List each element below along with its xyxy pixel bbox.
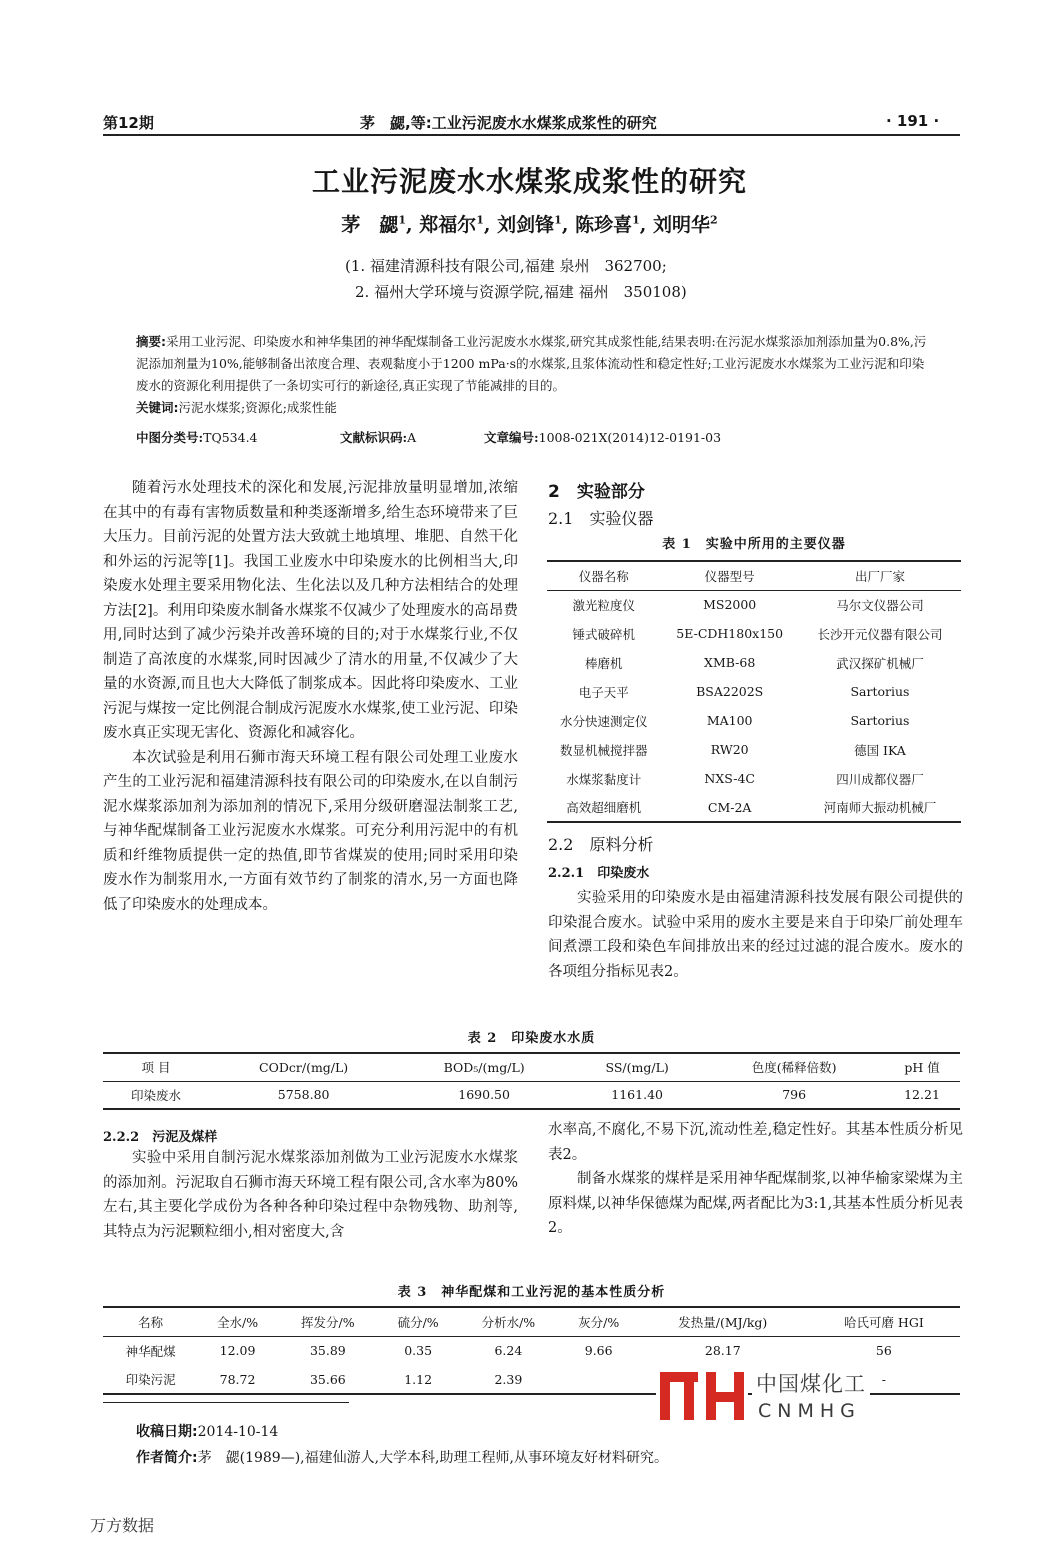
coal-sludge-properties-table: 名称 全水/% 挥发分/% 硫分/% 分析水/% 灰分/% 发热量/(MJ/kg) 哈氏可磨 HGI 神华配煤 12.09 35.89 0.35 6.24 9.66 28.17 56 印染污泥 78.72 35.66 1.12 2.39 - bbox=[103, 1306, 960, 1395]
page-number: · 191 · bbox=[886, 112, 940, 130]
author: 茅 勰 bbox=[341, 214, 399, 236]
sludge-text-continued: 水率高,不腐化,不易下沉,流动性差,稳定性好。其基本性质分析见表2。 制备水煤浆的煤样是采用神华配煤制浆,以神华榆家梁煤为主原料煤,以神华保德煤为配煤,两者配比为3:1,其基本性质分析见表2。 bbox=[548, 1122, 963, 1236]
table-row: 水分快速测定仪 MA100 Sartorius bbox=[559, 713, 910, 729]
sludge-text: 实验中采用自制污泥水煤浆添加剂做为工业污泥废水水煤浆的添加剂。污泥取自石狮市海天环境工程有限公司,含水率为80%左右,其主要化学成份为各种各种印染过程中杂物残物、助剂等,其特点为污泥颗粒细小,相对密度大,含 bbox=[103, 1150, 518, 1240]
logo-mark-icon bbox=[656, 1368, 748, 1424]
table-row: 棒磨机 XMB-68 武汉探矿机械厂 bbox=[584, 655, 924, 671]
subsection-heading: 2.2 原料分析 bbox=[548, 835, 654, 854]
subsection-heading: 2.1 实验仪器 bbox=[548, 509, 654, 528]
table-caption: 表 3 神华配煤和工业污泥的基本性质分析 bbox=[397, 1285, 666, 1300]
section-heading: 2 实验部分 bbox=[548, 482, 645, 502]
author: 陈珍喜 bbox=[575, 214, 633, 236]
author: 刘明华 bbox=[652, 214, 710, 236]
subsubsection-heading: 2.2.1 印染废水 bbox=[548, 866, 650, 881]
table-row: 印染污泥 78.72 35.66 1.12 2.39 - bbox=[103, 1365, 960, 1394]
document-code: 文献标识码:A bbox=[340, 430, 417, 445]
table-row: 神华配煤 12.09 35.89 0.35 6.24 9.66 28.17 56 bbox=[125, 1343, 892, 1359]
affiliation-1: (1. 福建清源科技有限公司,福建 泉州 362700; bbox=[345, 257, 667, 275]
paragraph: 随着污水处理技术的深化和发展,污泥排放量明显增加,浓缩在其中的有毒有害物质数量和种类逐渐增多,给生态环境带来了巨大压力。目前污泥的处置方法大致就土地填埋、堆肥、自然干化和外运的污泥等[1]。我国工业废水中印染废水的比例相当大,印染废水处理主要采用物化法、生化法以及几种方法相结合的处理方法[2]。利用印染废水制备水煤浆不仅减少了处理废水的高昂费用,同时达到了减少污染并改善环境的目的;对于水煤浆行业,不仅制造了高浓度的水煤浆,同时因减少了清水的用量,不仅减少了大量的水资源,而且也大大降低了制浆成本。因此将印染废水、工业污泥与煤按一定比例混合制成污泥废水水煤浆,使工业污泥、印染废水真正实现无害化、资源化和减容化。 bbox=[103, 480, 518, 741]
author: 郑福尔 bbox=[419, 214, 477, 236]
author: 刘剑锋 bbox=[497, 214, 555, 236]
table-row: 锤式破碎机 5E-CDH180x150 长沙开元仪器有限公司 bbox=[572, 626, 943, 642]
table-row: 水煤浆黏度计 NXS-4C 四川成都仪器厂 bbox=[566, 771, 924, 787]
author-bio: 作者简介:茅 勰(1989—),福建仙游人,大学本科,助理工程师,从事环境友好材料研究。 bbox=[136, 1450, 668, 1466]
logo-english-text: CNMHG bbox=[754, 1400, 865, 1422]
table-row: 激光粒度仪 MS2000 马尔文仪器公司 bbox=[572, 597, 924, 613]
author-list: 茅 勰$^1$, 郑福尔$^1$, 刘剑锋$^1$, 陈珍喜$^1$, 刘明华$^2$ bbox=[341, 213, 718, 236]
table-caption: 表 2 印染废水水质 bbox=[467, 1031, 596, 1046]
running-title: 茅 勰,等:工业污泥废水水煤浆成浆性的研究 bbox=[360, 114, 657, 132]
instrument-table: 仪器名称 仪器型号 出厂厂家 激光粒度仪 MS2000 马尔文仪器公司 锤式破碎机 5E-CDH180x150 长沙开元仪器有限公司 棒磨机 XMB-68 武汉探矿机械厂 电子天平 BSA2202S Sartorius 水分快速测定仪 MA100 Sartorius 数显机械搅拌器 RW20 德国 IKA 水煤浆黏度计 NXS-4C 四川成都仪器厂 高效超细磨机 CM-2A 河南师大振动机械厂 bbox=[547, 560, 961, 823]
subsubsection-heading: 2.2.2 污泥及煤样 bbox=[103, 1130, 218, 1145]
header-rule bbox=[103, 134, 960, 136]
table-row: 电子天平 BSA2202S Sartorius bbox=[578, 684, 910, 700]
logo-chinese-text: 中国煤化工 bbox=[752, 1368, 870, 1398]
paragraph: 本次试验是利用石狮市海天环境工程有限公司处理工业废水产生的工业污泥和福建清源科技有限公司的印染废水,在以自制污泥水煤浆添加剂为添加剂的情况下,采用分级研磨湿法制浆工艺,与神华配煤制备工业污泥废水水煤浆。可充分利用污泥中的有机质和纤维物质提供一定的热值,即节省煤炭的使用;同时采用印染废水作为制浆用水,一方面有效节约了制浆的清水,另一方面也降低了印染废水的处理成本。 bbox=[103, 749, 518, 913]
table-row: 数显机械搅拌器 RW20 德国 IKA bbox=[559, 742, 906, 758]
affiliation-2: 2. 福州大学环境与资源学院,福建 福州 350108) bbox=[355, 283, 687, 301]
wanfang-watermark: 万方数据 bbox=[90, 1516, 155, 1535]
classification-number: 中图分类号:TQ534.4 bbox=[136, 430, 258, 445]
footnote-rule bbox=[103, 1402, 349, 1403]
issue-number: 第12期 bbox=[103, 114, 154, 132]
dye-wastewater-text: 实验采用的印染废水是由福建清源科技发展有限公司提供的印染混合废水。试验中采用的废水主要是来自于印染厂前处理车间煮漂工段和染色车间排放出来的经过过滤的混合废水。废水的各项组分指标见表2。 bbox=[548, 890, 963, 980]
paper-title: 工业污泥废水水煤浆成浆性的研究 bbox=[311, 165, 747, 198]
cnmhg-logo-mark bbox=[656, 1368, 748, 1424]
table-row: 高效超细磨机 CM-2A 河南师大振动机械厂 bbox=[547, 793, 961, 822]
article-number: 文章编号:1008-021X(2014)12-0191-03 bbox=[484, 430, 722, 445]
received-date: 收稿日期:2014-10-14 bbox=[136, 1424, 279, 1440]
table-caption: 表 1 实验中所用的主要仪器 bbox=[662, 537, 846, 552]
abstract: 摘要:采用工业污泥、印染废水和神华集团的神华配煤制备工业污泥废水水煤浆,研究其成浆性能,结果表明:在污泥水煤浆添加剂添加量为0.8%,污泥添加剂量为10%,能够制备出浓度合理、表观黏度小于1200 mPa·s的水煤浆,且浆体流动性和稳定性好;工业污泥废水水煤浆为工业污泥和印染废水的资源化利用提供了一条切实可行的新途径,真正实现了节能减排的目的。 关键词:污泥水煤浆;资源化;成浆性能 bbox=[136, 334, 927, 415]
keywords: 污泥水煤浆;资源化;成浆性能 bbox=[178, 400, 337, 415]
table-row: 印染废水 5758.80 1690.50 1161.40 796 12.21 bbox=[103, 1081, 960, 1109]
wastewater-quality-table: 项 目 CODcr/(mg/L) BOD₅/(mg/L) SS/(mg/L) 色度(稀释倍数) pH 值 印染废水 5758.80 1690.50 1161.40 796 12.21 bbox=[103, 1052, 960, 1110]
introduction bbox=[103, 476, 518, 917]
